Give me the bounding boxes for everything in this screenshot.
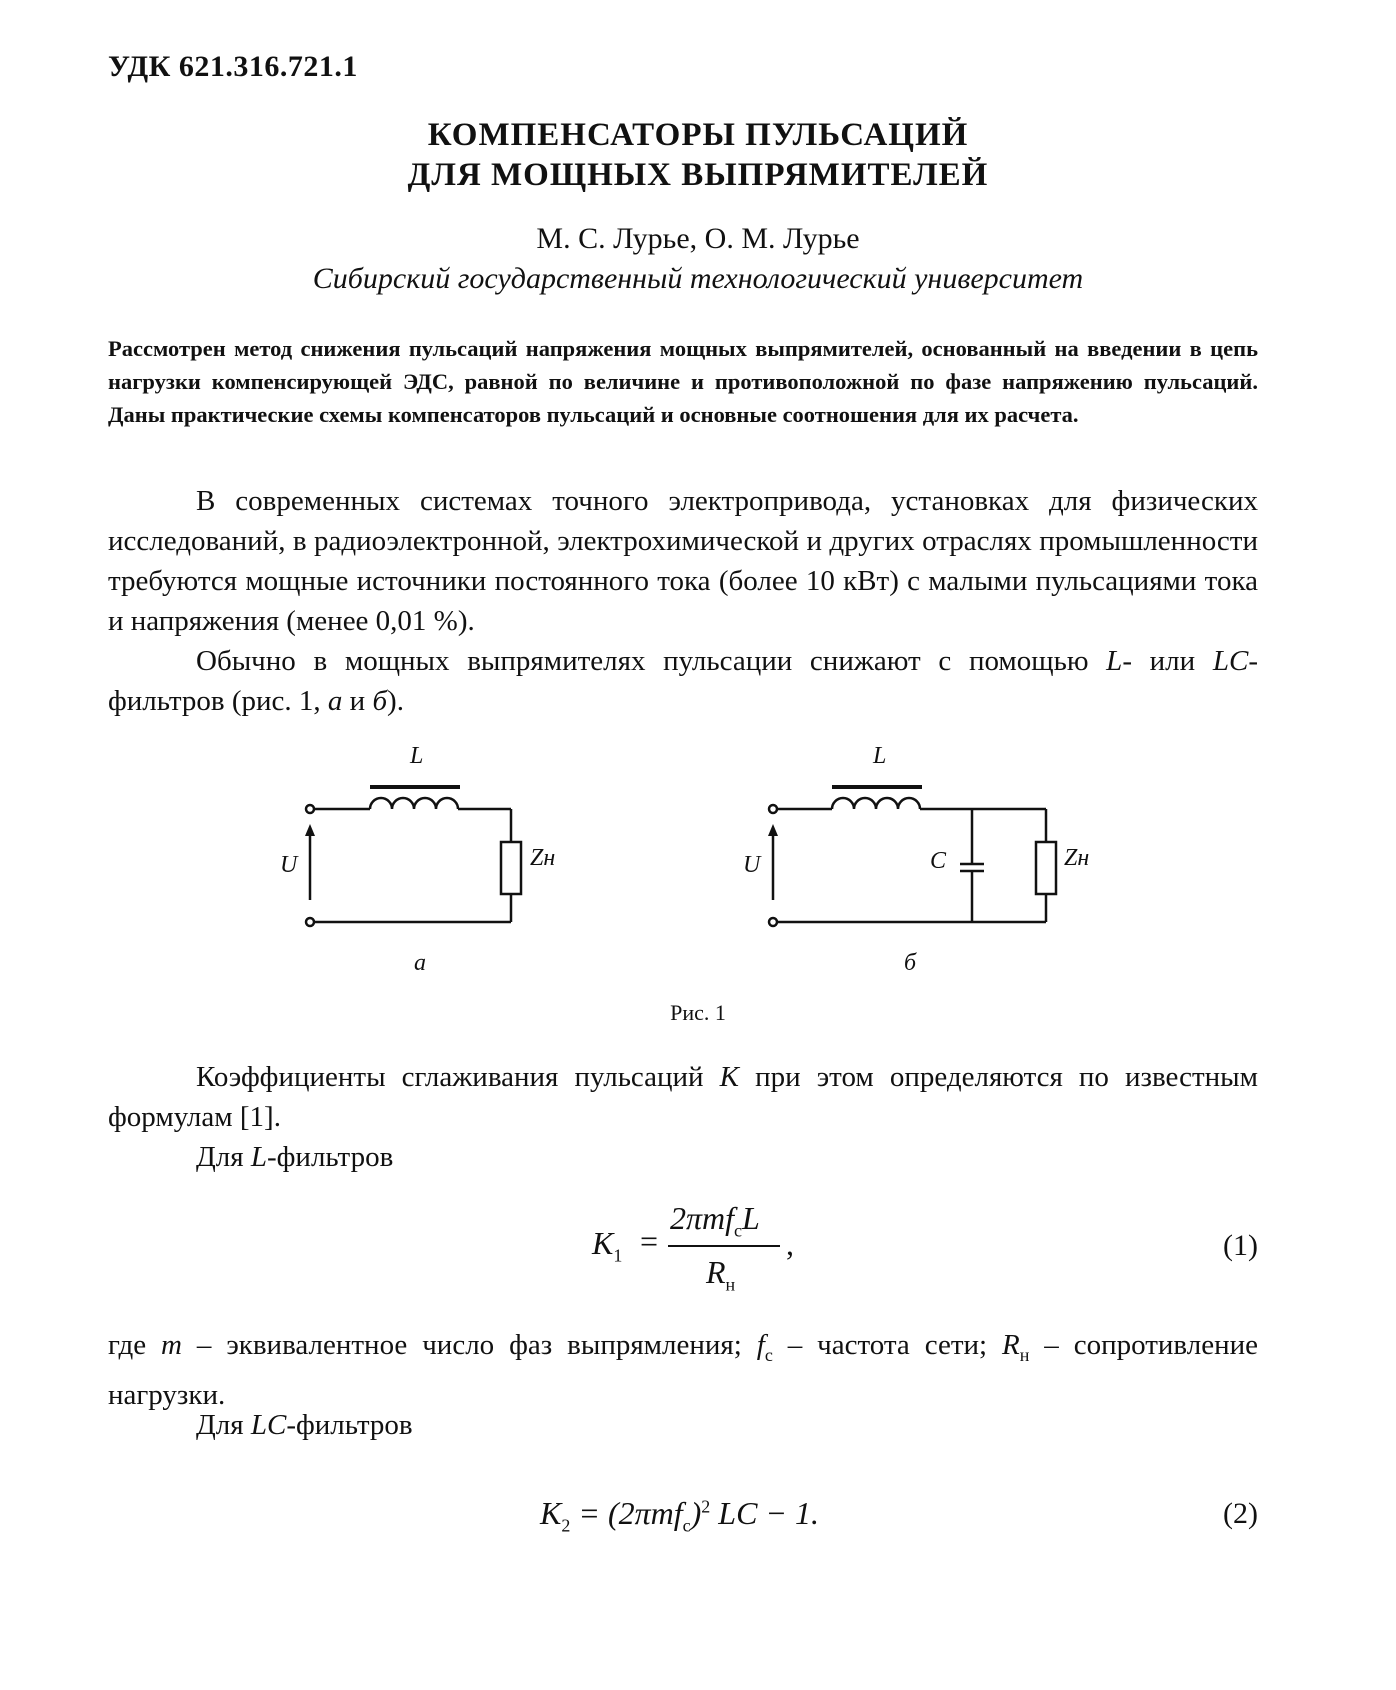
abstract: Рассмотрен метод снижения пульсаций напряжения мощных выпрямителей, основанный на введении в цепь нагрузки компенсирующей ЭДС, равной по величине и противоположной по фазе напряжению пульсаций. Даны практические схемы компенсаторов пульсаций и основные соотношения для их расчета.: [108, 336, 1258, 427]
paper-page: УДК 621.316.721.1 КОМПЕНСАТОРЫ ПУЛЬСАЦИЙ ДЛЯ МОЩНЫХ ВЫПРЯМИТЕЛЕЙ М. С. Лурье, О. М. Лурье Сибирский государственный технологический университет Рассмотрен метод снижения пульсаций напряжения мощных выпрямителей, основанный на введении в цепь нагрузки компенсирующей ЭДС, равной по величине и противоположной по фазе напряжению пульсаций. Даны практические схемы компенсаторов пульсаций и основные соотношения для их расчета. В современных системах точного электропривода, установках для физических исследований, в радиоэлектронной, электрохимической и других отраслях промышленности требуются мощные источники постоянного тока (более 10 кВт) с малыми пульсациями тока и напряжения (менее 0,01 %). Обычно в мощных выпрямителях пульсации снижают с помощью L- или LC-фильтров (рис. 1, а и б). L U Zн а L U C Zн б Рис. 1 Коэффициенты сглаживания пульсаций K при этом определяются по известным формулам [1]. Для L-фильтров $K_1$ = 2πmf$_c$L $R_н$ , (1) где m – эквивалентное число фаз выпрямления; $f_c$ – частота сети; $R_н$ – сопротивление нагрузки. Для LC-фильтров $K_2 = (2\pi mf_c)^2$ LC − 1. (2): [0, 0, 1396, 1690]
paragraph-1: В современных системах точного электропривода, установках для физических исследований, в радиоэлектронной, электрохимической и других отраслях промышленности требуются мощные источники постоянного тока (более 10 кВт) с малыми пульсациями тока и напряжения (менее 0,01 %).: [108, 485, 1258, 637]
label-L-b: L: [873, 743, 887, 769]
eq1-numerator: 2πmf$_c$L: [670, 1200, 760, 1241]
load-resistor-a: [501, 842, 521, 894]
eq1-denominator: $R_н$: [706, 1254, 736, 1295]
paragraph-4: Для L-фильтров: [196, 1141, 394, 1173]
authors: М. С. Лурье, О. М. Лурье: [536, 222, 860, 255]
label-U-a: U: [280, 852, 298, 878]
circuit-b: [769, 787, 1056, 926]
label-C-b: C: [930, 848, 947, 874]
paragraph-2: Обычно в мощных выпрямителях пульсации снижают с помощью L- или LC-фильтров (рис. 1, а и б).: [108, 645, 1258, 717]
subfigure-a-label: а: [414, 950, 426, 976]
paragraph-6: Для LC-фильтров: [196, 1409, 413, 1441]
figure-1-caption: Рис. 1: [670, 1000, 726, 1025]
figure-1-circuits: [0, 740, 1396, 1000]
paragraph-5: где m – эквивалентное число фаз выпрямления; $f_c$ – частота сети; $R_н$ – сопротивление нагрузки.: [108, 1329, 1258, 1411]
paragraph-3: Коэффициенты сглаживания пульсаций K при этом определяются по известным формулам [1].: [108, 1061, 1258, 1133]
load-resistor-b: [1036, 842, 1056, 894]
inductor-coil-b: [832, 798, 920, 809]
eq1-fraction-bar: [668, 1245, 780, 1247]
label-Zn-a: Zн: [530, 845, 556, 871]
affiliation: Сибирский государственный технологический университет: [312, 262, 1084, 295]
label-U-b: U: [743, 852, 761, 878]
circuit-a: [306, 787, 521, 926]
title-line-2: ДЛЯ МОЩНЫХ ВЫПРЯМИТЕЛЕЙ: [407, 157, 989, 193]
subfigure-b-label: б: [904, 950, 917, 976]
udk-code: УДК 621.316.721.1: [108, 50, 358, 83]
equation-2-number: (2): [1223, 1497, 1258, 1530]
inductor-coil-a: [370, 798, 458, 809]
label-L-a: L: [410, 743, 424, 769]
label-Zn-b: Zн: [1064, 845, 1090, 871]
equation-1-number: (1): [1223, 1229, 1258, 1262]
title-line-1: КОМПЕНСАТОРЫ ПУЛЬСАЦИЙ: [427, 117, 969, 153]
